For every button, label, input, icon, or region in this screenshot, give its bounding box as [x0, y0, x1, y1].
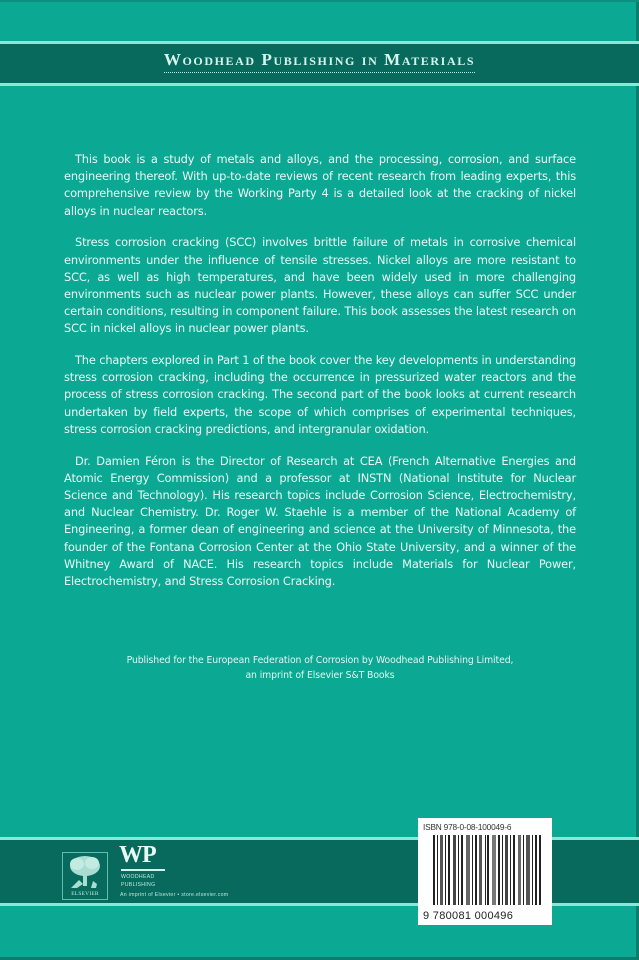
isbn-barcode [418, 818, 552, 925]
isbn-label: ISBN 978-0-08-100049-6 [423, 822, 512, 832]
wp-rule [121, 869, 165, 871]
wp-line-woodhead: WOODHEAD [121, 874, 155, 880]
series-band-bottom-rule [0, 83, 639, 86]
paragraph-scc: Stress corrosion cracking (SCC) involves brittle failure of metals in corrosive chemical environments under the influence of tensile stresses. Nickel alloys are more resistant to SCC, as well as high temperatures, and have been widely used in more challenging environments such as nuclear power plants. However, these alloys can suffer SCC under certain conditions, resulting in component failure. This book assesses the latest research on SCC in nickel alloys in nuclear power plants. [64, 235, 576, 336]
woodhead-publishing-logo [119, 843, 269, 901]
top-edge [0, 0, 639, 2]
barcode-bars [433, 835, 541, 905]
wp-mark: WP [119, 842, 156, 868]
imprint-note [64, 653, 576, 683]
series-title [0, 50, 639, 73]
paragraph-authors: Dr. Damien Féron is the Director of Research at CEA (French Alternative Energies and Atomic Energy Commission) and a professor at INSTN (National Institute for Nuclear Science and Technology). His research topics include Corrosion Science, Electrochemistry, and Nuclear Chemistry. Dr. Roger W. Staehle is a member of the National Academy of Engineering, a former dean of engineering and science at the University of Minnesota, the founder of the Fontana Corrosion Center at the Ohio State University, and a winner of the Whitney Award of NACE. His research topics include Materials for Nuclear Power, Electrochemistry, and Stress Corrosion Cracking. [64, 453, 576, 588]
description [64, 151, 576, 605]
paragraph-chapters: The chapters explored in Part 1 of the book cover the key developments in understanding stress corrosion cracking, including the occurrence in pressurized water reactors and the process of stress corrosion cracking. The second part of the book looks at current research undertaken by field experts, the scope of which comprises of experimental techniques, stress corrosion cracking predictions, and intergranular oxidation. [64, 353, 576, 436]
elsevier-tree-icon [63, 854, 107, 892]
elsevier-label: ELSEVIER [71, 891, 99, 897]
imprint-line-1: Published for the European Federation of Corrosion by Woodhead Publishing Limited, [126, 655, 514, 666]
ean-digits: 9 780081 000496 [423, 910, 514, 922]
series-title-text: Woodhead Publishing in Materials [164, 50, 475, 73]
wp-line-publishing: PUBLISHING [121, 882, 156, 888]
imprint-line-2: an imprint of Elsevier S&T Books [245, 670, 395, 681]
elsevier-logo [62, 852, 108, 900]
wp-tagline: An imprint of Elsevier • store.elsevier.com [120, 892, 229, 898]
paragraph-intro: This book is a study of metals and alloys, and the processing, corrosion, and surface engineering thereof. With up-to-date reviews of recent research from leading experts, this comprehensive review by the Working Party 4 is a detailed look at the cracking of nickel alloys in nuclear reactors. [64, 152, 576, 218]
